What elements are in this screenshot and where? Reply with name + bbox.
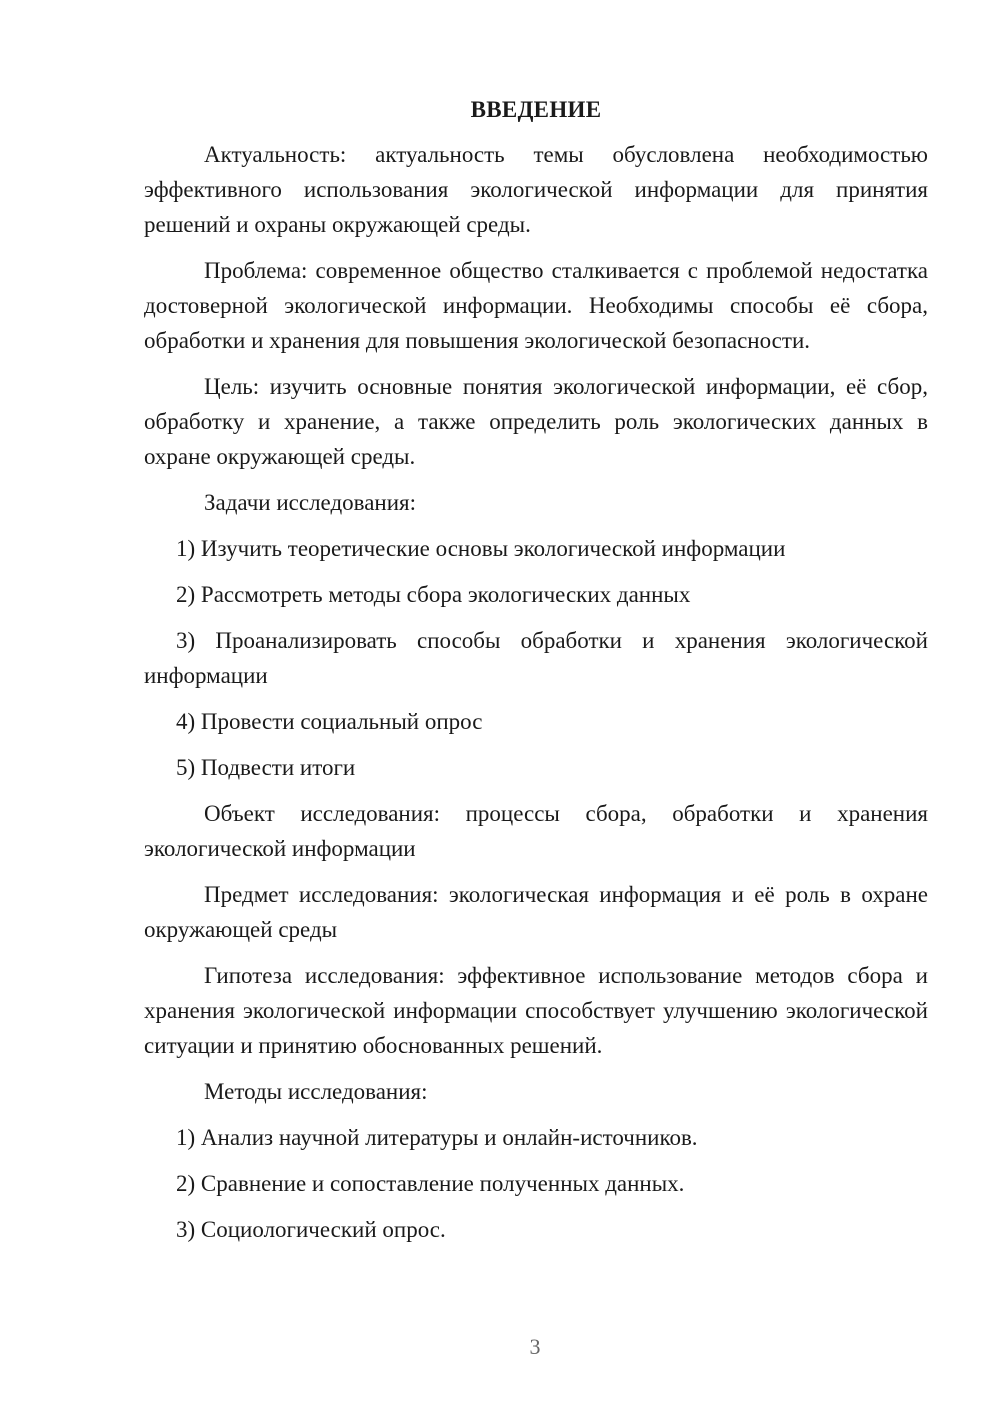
methods-list — [144, 1120, 928, 1247]
object-paragraph: Объект исследования: процессы сбора, обработки и хранения экологической информации — [144, 801, 928, 861]
task-item: 5) Подвести итоги — [176, 755, 356, 780]
task-item: 4) Провести социальный опрос — [176, 709, 483, 734]
method-item: 2) Сравнение и сопоставление полученных данных. — [176, 1171, 685, 1196]
task-item: 3) Проанализировать способы обработки и хранения экологической информации — [144, 628, 928, 688]
method-item: 3) Социологический опрос. — [176, 1217, 446, 1242]
task-item: 1) Изучить теоретические основы экологической информации — [176, 536, 786, 561]
subject-paragraph: Предмет исследования: экологическая информация и её роль в охране окружающей среды — [144, 882, 928, 942]
section-heading: ВВЕДЕНИЕ — [470, 97, 602, 122]
methods-label: Методы исследования: — [204, 1079, 428, 1104]
method-item: 1) Анализ научной литературы и онлайн-источников. — [176, 1125, 698, 1150]
hypothesis-paragraph: Гипотеза исследования: эффективное использование методов сбора и хранения экологической информации способствует улучшению экологической ситуации и принятию обоснованных решений. — [144, 963, 928, 1058]
document-page — [144, 95, 928, 1258]
relevance-paragraph: Актуальность: актуальность темы обусловлена необходимостью эффективного использования экологической информации для принятия решений и охраны окружающей среды. — [144, 142, 928, 237]
problem-paragraph: Проблема: современное общество сталкивается с проблемой недостатка достоверной экологической информации. Необходимы способы её сбора, обработки и хранения для повышения экологической безопасности. — [144, 258, 928, 353]
tasks-list — [144, 531, 928, 785]
goal-paragraph: Цель: изучить основные понятия экологической информации, её сбор, обработку и хранение, а также определить роль экологических данных в охране окружающей среды. — [144, 374, 928, 469]
tasks-label: Задачи исследования: — [204, 490, 417, 515]
task-item: 2) Рассмотреть методы сбора экологических данных — [176, 582, 691, 607]
page-number: 3 — [529, 1334, 541, 1359]
